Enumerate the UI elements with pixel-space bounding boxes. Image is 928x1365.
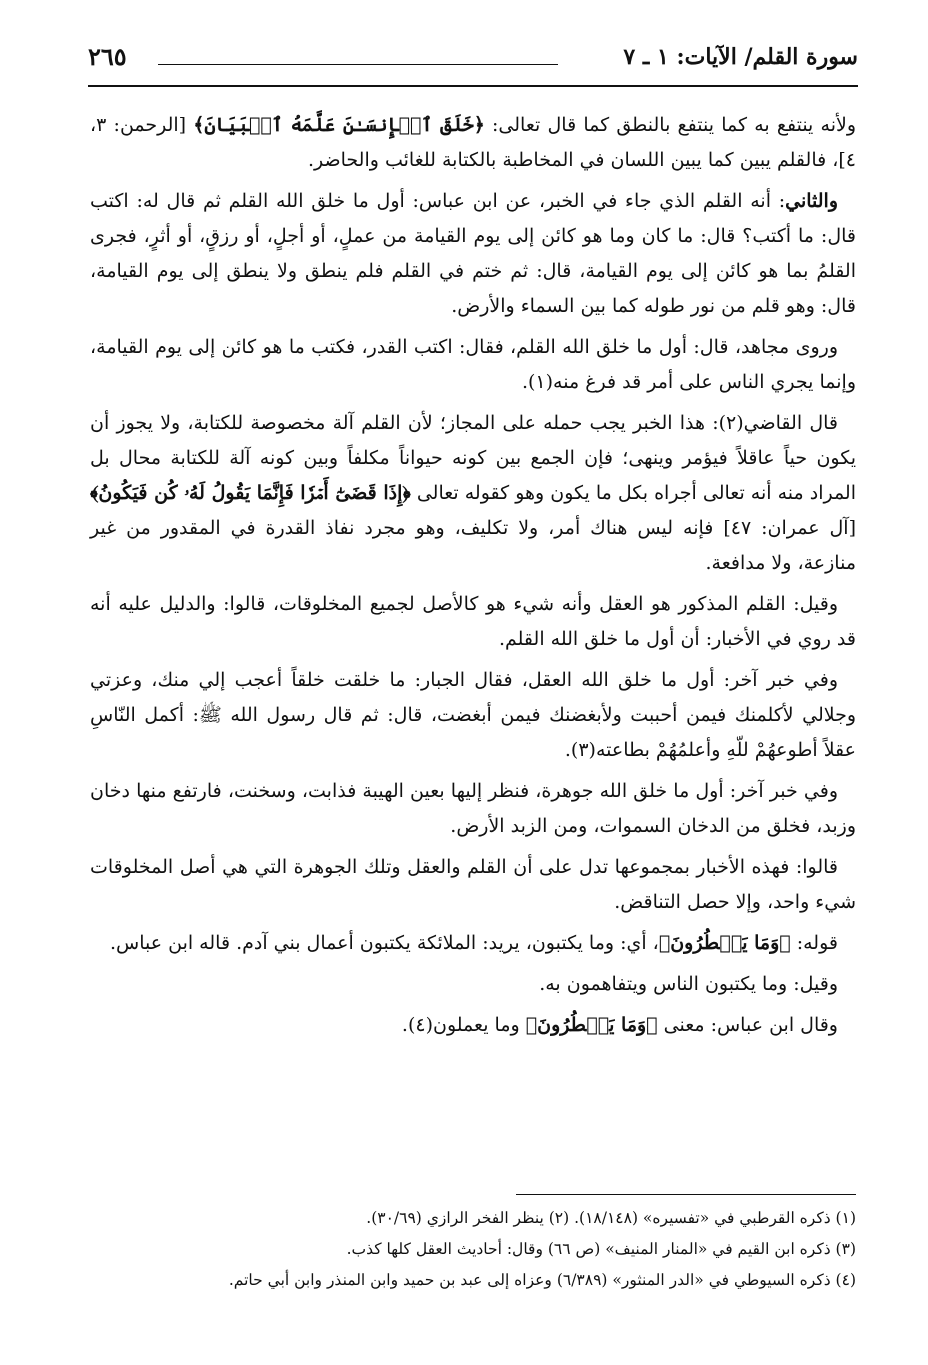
paragraph-text: وروى مجاهد، قال: أول ما خلق الله القلم، فقال: اكتب القدر، فكتب ما هو كائن إلى يوم القيامة، وإنما يجري الناس على أمر قد فرغ منه(١). xyxy=(90,336,856,393)
paragraph-text: [الرحمن: ٣، ٤]، فالقلم يبين كما يبين اللسان في المخاطبة بالكتابة للغائب والحاضر. xyxy=(90,114,856,171)
page-body xyxy=(90,108,856,1049)
paragraph xyxy=(90,663,856,768)
lead-word: والثاني xyxy=(785,190,838,212)
paragraph-text: قال القاضي(٢): هذا الخبر يجب حمله على المجاز؛ لأن القلم آلة مخصوصة للكتابة، ولا يجوز أن يكون حياً عاقلاً فيؤمر وينهى؛ فإن الجمع بين كونه حيواناً مكلفاً وبين كونه آلة للكتابة محال بل المراد منه أنه تعالى أجراه بكل ما يكون وهو كقوله تعالى xyxy=(90,412,857,504)
footnotes xyxy=(90,1203,856,1296)
paragraph-text: : أنه القلم الذي جاء في الخبر، عن ابن عباس: أول ما خلق الله القلم ثم قال له: اكتب قال: ما أكتب؟ قال: ما كان وما هو كائن إلى يوم القيامة من عملٍ، أو أجلٍ، أو رزقٍ، أو أثرٍ، فجرى القلمُ بما هو كائن إلى يوم القيامة، قال: ثم ختم في القلم فلم ينطق ولا ينطق إلى يوم القيامة، قال: وهو قلم من نور طوله كما بين السماء والأرض. xyxy=(90,190,856,317)
running-title: سورة القلم/ الآيات: ١ ـ ٧ xyxy=(623,44,858,70)
footnote: (١) ذكره القرطبي في «تفسيره» (١٨/١٤٨). (٢) ينظر الفخر الرازي (٣٠/٦٩). xyxy=(366,1209,856,1227)
footnote: (٣) ذكره ابن القيم في «المنار المنيف» (ص ٦٦) وقال: أحاديث العقل كلها كذب. xyxy=(346,1240,856,1258)
paragraph-text: وفي خبر آخر: أول ما خلق الله جوهرة، فنظر إليها بعين الهيبة فذابت، وسخنت، فارتفع منها دخان وزبد، فخلق من الدخان السموات، ومن الزبد الأرض. xyxy=(90,780,856,837)
header-dash-line xyxy=(158,64,558,65)
paragraph xyxy=(90,184,856,324)
quran-verse: ﴿وَمَا يَسۡطُرُونَ﴾ xyxy=(525,1014,658,1036)
paragraph-text: وما يعملون(٤). xyxy=(401,1014,526,1036)
paragraph xyxy=(90,330,856,400)
paragraph xyxy=(90,406,856,581)
paragraph xyxy=(90,967,856,1002)
footnote: (٤) ذكره السيوطي في «الدر المنثور» (٦/٣٨٩) وعزاه إلى عبد بن حميد وابن المنذر وابن أبي حاتم. xyxy=(228,1271,856,1289)
paragraph xyxy=(90,850,856,920)
paragraph-text: ولأنه ينتفع به كما ينتفع بالنطق كما قال تعالى: xyxy=(484,114,857,136)
paragraph xyxy=(90,587,856,657)
paragraph xyxy=(90,108,856,178)
paragraph-text: قوله: xyxy=(790,932,838,954)
paragraph-text: وفي خبر آخر: أول ما خلق الله العقل، فقال الجبار: ما خلقت خلقاً أعجب إلي منك، وعزتي وجلالي لأكلمنك فيمن أحببت ولأبغضنك فيمن أبغضت، قال: ثم قال رسول الله ﷺ: أكمل النّاسِ عقلاً أطوعهُمْ للّهِ وأعلمُهُمْ بطاعته(٣). xyxy=(90,669,856,761)
paragraph xyxy=(90,926,856,961)
paragraph xyxy=(90,1008,856,1043)
paragraph-text: وقال ابن عباس: معنى xyxy=(657,1014,838,1036)
paragraph-text: قالوا: فهذه الأخبار بمجموعها تدل على أن القلم والعقل وتلك الجوهرة التي هي أصل المخلوقات شيء واحد، وإلا حصل التناقض. xyxy=(90,856,856,913)
quran-verse: ﴿خَلَقَ ٱلۡإِنسَـٰنَ عَلَّمَهُ ٱلۡبَيَانَ﴾ xyxy=(193,114,485,136)
footnote-separator xyxy=(516,1194,856,1195)
quran-verse: ﴿وَمَا يَسۡطُرُونَ﴾ xyxy=(658,932,791,954)
quran-verse: ﴿إِذَا قَضَىٰٓ أَمۡرٗا فَإِنَّمَا يَقُولُ لَهُۥ كُن فَيَكُونُ﴾ xyxy=(90,482,411,504)
paragraph-text: وقيل: وما يكتبون الناس ويتفاهمون به. xyxy=(539,973,838,995)
paragraph-text: [آل عمران: ٤٧] فإنه ليس هناك أمر، ولا تكليف، وهو مجرد نفاذ القدرة في المقدور من غير منازعة، ولا مدافعة. xyxy=(90,517,856,574)
paragraph xyxy=(90,774,856,844)
paragraph-text: وقيل: القلم المذكور هو العقل وأنه شيء هو كالأصل لجميع المخلوقات، قالوا: والدليل عليه أنه قد روي في الأخبار: أن أول ما خلق الله القلم. xyxy=(90,593,856,650)
page-number: ٢٦٥ xyxy=(88,42,127,71)
paragraph-text: ، أي: وما يكتبون، يريد: الملائكة يكتبون أعمال بني آدم. قاله ابن عباس. xyxy=(109,932,659,954)
page-header xyxy=(88,38,858,78)
header-rule xyxy=(88,85,858,87)
